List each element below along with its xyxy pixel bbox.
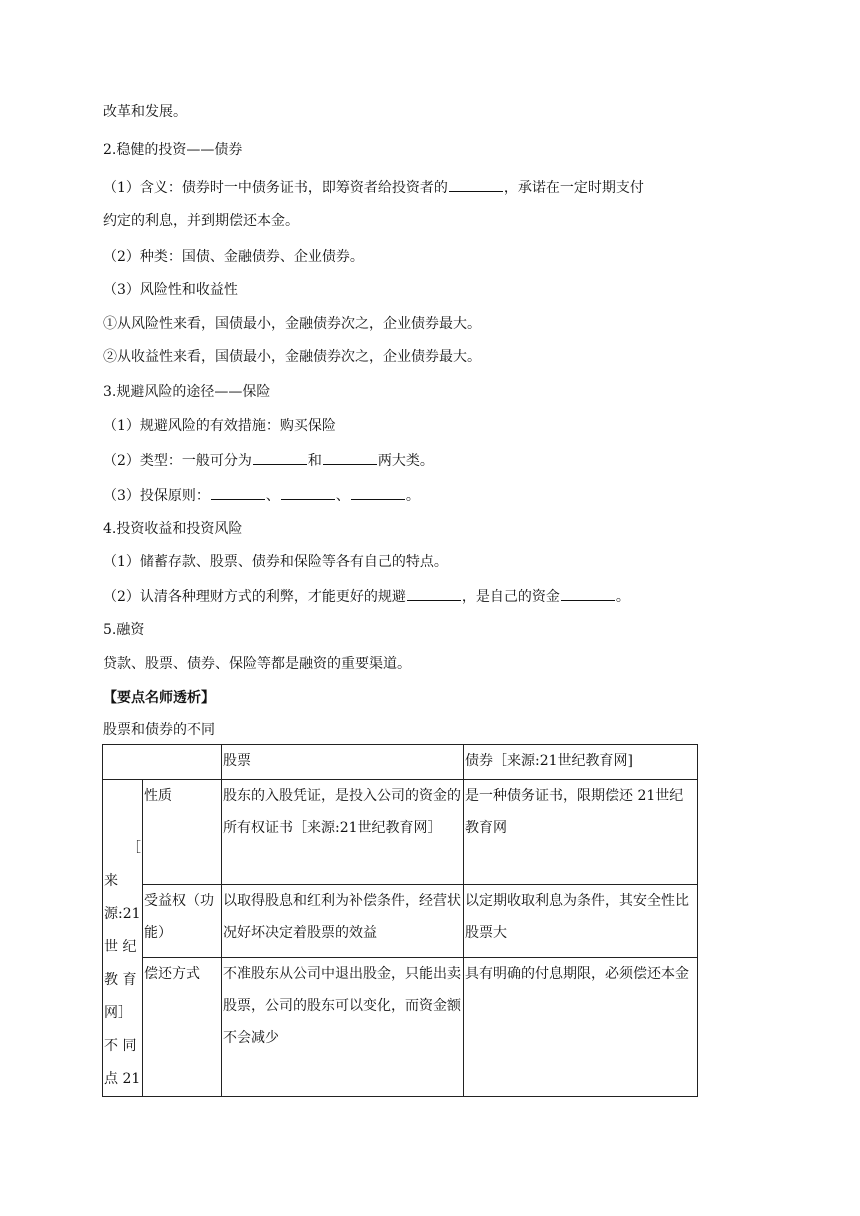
section-heading: 3.规避风险的途径——保险 [103, 384, 271, 400]
stock-cell: 股东的入股凭证，是投入公司的资金的所有权证书［来源:21世纪教育网］ [222, 780, 464, 885]
section-heading: 【要点名师透析】 [103, 690, 215, 706]
text-line: ①从风险性来看，国债最小，金融债券次之，企业债券最大。 [103, 316, 481, 332]
text-line: （1）规避风险的有效措施：购买保险 [103, 418, 336, 434]
bond-cell: 以定期收取利息为条件，其安全性比股票大 [464, 884, 698, 957]
table-row [103, 957, 698, 1096]
attribute-cell: 偿还方式 [143, 957, 222, 1096]
table-row [103, 884, 698, 957]
fill-blank [211, 485, 265, 500]
text-line: （3）投保原则： 、 、 。 [103, 485, 420, 506]
text-line: （3）风险性和收益性 [103, 282, 238, 298]
fill-blank [281, 485, 335, 500]
comparison-table [102, 744, 698, 1097]
section-heading: 2.稳健的投资——债券 [103, 142, 243, 158]
text-line: （2）类型：一般可分为 和 两大类。 [103, 450, 434, 471]
bond-cell: 是一种债务证书，限期偿还 21世纪教育网 [464, 780, 698, 885]
text-line: 贷款、股票、债券、保险等都是融资的重要渠道。 [103, 656, 411, 672]
text-line: （2）种类：国债、金融债券、企业债券。 [103, 249, 364, 265]
text-line: 约定的利息，并到期偿还本金。 [103, 213, 299, 229]
table-caption: 股票和债券的不同 [103, 722, 215, 738]
stock-cell: 不准股东从公司中退出股金，只能出卖股票，公司的股东可以变化，而资金额不会减少 [222, 957, 464, 1096]
section-heading: 5.融资 [103, 622, 145, 638]
attribute-cell: 性质 [143, 780, 222, 885]
header-cell: 股票 [222, 745, 464, 780]
stock-cell: 以取得股息和红利为补偿条件，经营状况好坏决定着股票的效益 [222, 884, 464, 957]
text-line: 改革和发展。 [103, 104, 187, 120]
text-line: （2）认清各种理财方式的利弊，才能更好的规避 ，是自己的资金 。 [103, 586, 630, 607]
section-heading: 4.投资收益和投资风险 [103, 521, 243, 537]
fill-blank [323, 450, 377, 465]
text-line: （1）储蓄存款、股票、债券和保险等各有自己的特点。 [103, 554, 448, 570]
table-header-row [103, 745, 698, 780]
fill-blank [561, 586, 615, 601]
fill-blank [253, 450, 307, 465]
attribute-cell: 受益权（功能） [143, 884, 222, 957]
bond-cell: 具有明确的付息期限，必须偿还本金 [464, 957, 698, 1096]
fill-blank [351, 485, 405, 500]
text-line: （1）含义：债券时一中债务证书，即筹资者给投资者的 ，承诺在一定时期支付 [103, 177, 644, 198]
fill-blank [407, 586, 461, 601]
fill-blank [449, 177, 503, 192]
header-cell: 债券［来源:21世纪教育网] [464, 745, 698, 780]
header-cell [103, 745, 222, 780]
text-line: ②从收益性来看，国债最小，金融债券次之，企业债券最大。 [103, 349, 481, 365]
table-row [103, 780, 698, 885]
side-label-cell: ［ 来 源:21 世 纪 教 育 网］ 不 同 点 21 [103, 780, 143, 1097]
